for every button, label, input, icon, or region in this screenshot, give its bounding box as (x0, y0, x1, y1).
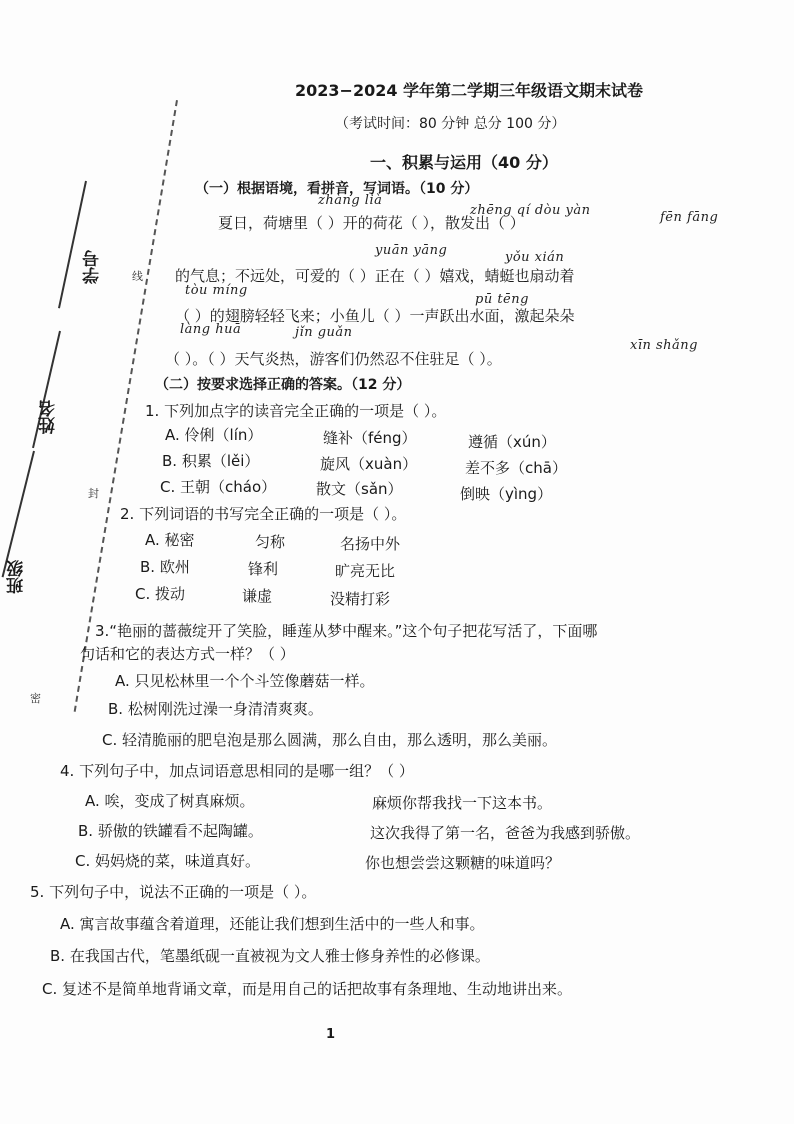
q1-a2: 缝补（féng） (323, 429, 417, 447)
q1-b3: 差不多（chā） (465, 459, 567, 477)
q2-a1: A. 秘密 (145, 531, 195, 549)
q2-b3: 旷亮无比 (335, 562, 396, 580)
pinyin-8: làng huā (180, 322, 242, 337)
exam-subtitle: （考试时间：80 分钟 总分 100 分） (335, 116, 566, 132)
q1-c2: 散文（sǎn） (316, 480, 403, 498)
q1-b2: 旋风（xuàn） (320, 455, 418, 473)
binding-mark-seal: 封 (88, 487, 99, 500)
pinyin-1: zhàng lià (318, 193, 383, 208)
exam-title: 2023−2024 学年第二学期三年级语文期末试卷 (295, 81, 644, 100)
q4-a-left: A. 唉，变成了树真麻烦。 (85, 792, 255, 810)
q1-b1: B. 积累（lěi） (162, 452, 260, 470)
q5-stem: 5. 下列句子中，说法不正确的一项是（ ）。 (30, 883, 317, 901)
q2-stem: 2. 下列词语的书写完全正确的一项是（ ）。 (120, 505, 407, 523)
q1-stem: 1. 下列加点字的读音完全正确的一项是（ ）。 (145, 402, 447, 420)
q3-option-c: C. 轻清脆丽的肥皂泡是那么圆满，那么自由，那么透明，那么美丽。 (102, 731, 558, 749)
class-line (2, 451, 35, 578)
q1-a1: A. 伶俐（lín） (165, 426, 263, 444)
part2-title: （二）按要求选择正确的答案。（12 分） (155, 377, 411, 393)
page-number: 1 (326, 1027, 336, 1042)
pinyin-10: xīn shǎng (630, 338, 698, 353)
fill-line-3: （ ）的翅膀轻轻飞来；小鱼儿（ ）一声跃出水面，激起朵朵 (175, 307, 575, 325)
part1-title: （一）根据语境，看拼音，写词语。（10 分） (195, 181, 479, 197)
q2-c1: C. 拨动 (135, 585, 186, 603)
fill-line-4: （ ）。（ ）天气炎热，游客们仍然忍不住驻足（ ）。 (165, 350, 502, 368)
pinyin-5: yǒu xián (505, 250, 565, 265)
q3-stem-2: 句话和它的表达方式一样？（ ） (80, 645, 295, 663)
pinyin-4: yuān yāng (375, 243, 448, 258)
pinyin-7: pū tēng (475, 292, 529, 307)
student-id-line (58, 181, 87, 309)
q2-b2: 锋利 (248, 560, 279, 578)
fill-line-2: 的气息；不远处，可爱的（ ）正在（ ）嬉戏，蜻蜓也扇动着 (175, 267, 575, 285)
q1-a3: 遵循（xún） (468, 433, 556, 451)
q4-c-right: 你也想尝尝这颗糖的味道吗？ (365, 854, 561, 872)
pinyin-6: tòu míng (185, 283, 248, 298)
q2-a2: 匀称 (255, 533, 286, 551)
q4-c-left: C. 妈妈烧的菜，味道真好。 (75, 852, 261, 870)
q5-option-b: B. 在我国古代，笔墨纸砚一直被视为文人雅士修身养性的必修课。 (50, 947, 490, 965)
pinyin-2: zhēng qí dòu yàn (470, 203, 591, 218)
q2-c2: 谦虚 (242, 587, 273, 605)
q2-c3: 没精打彩 (330, 590, 391, 608)
binding-mark-secret: 密 (30, 692, 41, 705)
q1-c1: C. 王朝（cháo） (160, 478, 277, 496)
q4-b-right: 这次我得了第一名，爸爸为我感到骄傲。 (370, 824, 641, 842)
student-id-label: 学号 (83, 250, 103, 284)
q3-option-b: B. 松树刚洗过澡一身清清爽爽。 (108, 700, 323, 718)
pinyin-3: fēn fāng (660, 210, 719, 225)
class-label: 班级 (7, 560, 27, 594)
q3-option-a: A. 只见松林里一个个斗笠像蘑菇一样。 (115, 672, 375, 690)
q5-option-c: C. 复述不是简单地背诵文章，而是用自己的话把故事有条理地、生动地讲出来。 (42, 980, 573, 998)
q1-c3: 倒映（yìng） (460, 485, 553, 503)
q5-option-a: A. 寓言故事蕴含着道理，还能让我们想到生活中的一些人和事。 (60, 915, 485, 933)
binding-mark-line: 线 (132, 270, 143, 283)
q4-b-left: B. 骄傲的铁罐看不起陶罐。 (78, 822, 263, 840)
q4-stem: 4. 下列句子中，加点词语意思相同的是哪一组？（ ） (60, 762, 414, 780)
name-label: 姓名 (39, 400, 59, 434)
q2-b1: B. 欧州 (140, 558, 190, 576)
q2-a3: 名扬中外 (340, 535, 401, 553)
section1-title: 一、积累与运用（40 分） (370, 153, 558, 172)
q4-a-right: 麻烦你帮我找一下这本书。 (372, 794, 553, 812)
pinyin-9: jǐn guǎn (295, 325, 353, 340)
q3-stem: 3.“艳丽的蔷薇绽开了笑脸，睡莲从梦中醒来。”这个句子把花写活了，下面哪 (95, 622, 598, 640)
fill-line-1: 夏日，荷塘里（ ）开的荷花（ ），散发出（ ） (218, 214, 525, 232)
